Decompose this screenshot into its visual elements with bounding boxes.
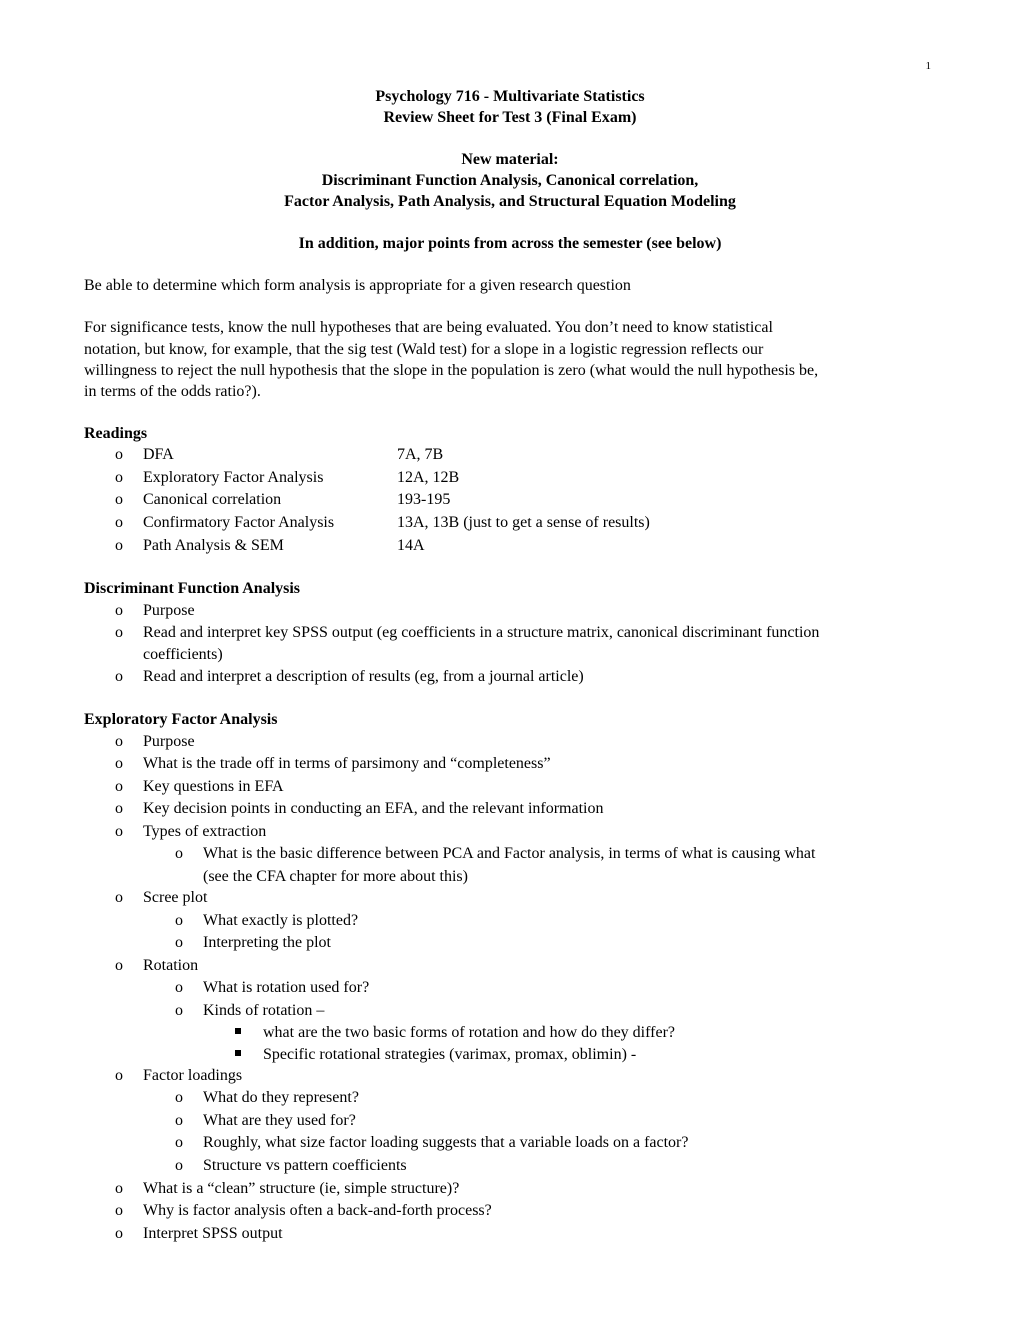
bullet-icon: o bbox=[115, 1202, 123, 1219]
bullet-icon: o bbox=[115, 491, 123, 508]
new-material-label: New material: bbox=[461, 151, 559, 168]
reading-topic: Exploratory Factor Analysis bbox=[143, 469, 324, 486]
bullet-icon: o bbox=[175, 1002, 183, 1019]
efa-heading: Exploratory Factor Analysis bbox=[84, 711, 278, 728]
bullet-icon: o bbox=[115, 1225, 123, 1242]
bullet-icon: o bbox=[115, 446, 123, 463]
intro-paragraph-2-line-3: willingness to reject the null hypothesis that the slope in the population is zero (what would the null hypothesis be, bbox=[84, 362, 819, 379]
bullet-icon: o bbox=[175, 912, 183, 929]
bullet-icon: o bbox=[115, 537, 123, 554]
course-title: Psychology 716 - Multivariate Statistics bbox=[375, 88, 645, 105]
reading-topic: DFA bbox=[143, 446, 174, 463]
reading-chapters: 193-195 bbox=[397, 491, 451, 508]
square-bullet-icon bbox=[235, 1050, 241, 1056]
efa-subitem: What is rotation used for? bbox=[203, 979, 370, 996]
intro-paragraph-2-line-1: For significance tests, know the null hypotheses that are being evaluated. You don’t need to know statistical bbox=[84, 319, 773, 336]
intro-paragraph-1: Be able to determine which form analysis is appropriate for a given research question bbox=[84, 277, 631, 294]
bullet-icon: o bbox=[115, 957, 123, 974]
bullet-icon: o bbox=[175, 845, 183, 862]
efa-item: Key decision points in conducting an EFA, and the relevant information bbox=[143, 800, 604, 817]
efa-item: Types of extraction bbox=[143, 823, 267, 840]
dfa-item: Purpose bbox=[143, 602, 195, 619]
intro-paragraph-2-line-2: notation, but know, for example, that the sig test (Wald test) for a slope in a logistic regression reflects our bbox=[84, 341, 764, 358]
reading-chapters: 7A, 7B bbox=[397, 446, 444, 463]
bullet-icon: o bbox=[175, 934, 183, 951]
efa-item: What is a “clean” structure (ie, simple structure)? bbox=[143, 1180, 460, 1197]
bullet-icon: o bbox=[115, 733, 123, 750]
bullet-icon: o bbox=[115, 778, 123, 795]
reading-topic: Path Analysis & SEM bbox=[143, 537, 284, 554]
efa-item: Scree plot bbox=[143, 889, 208, 906]
efa-subsubitem: Specific rotational strategies (varimax, promax, oblimin) - bbox=[263, 1046, 637, 1063]
bullet-icon: o bbox=[175, 1157, 183, 1174]
bullet-icon: o bbox=[115, 1067, 123, 1084]
dfa-item: Read and interpret key SPSS output (eg coefficients in a structure matrix, canonical discriminant function bbox=[143, 624, 820, 641]
reading-chapters: 12A, 12B bbox=[397, 469, 460, 486]
bullet-icon: o bbox=[175, 1112, 183, 1129]
bullet-icon: o bbox=[115, 823, 123, 840]
bullet-icon: o bbox=[175, 1134, 183, 1151]
efa-item: What is the trade off in terms of parsimony and “completeness” bbox=[143, 755, 551, 772]
efa-subitem: Kinds of rotation – bbox=[203, 1002, 325, 1019]
bullet-icon: o bbox=[115, 624, 123, 641]
dfa-item: Read and interpret a description of results (eg, from a journal article) bbox=[143, 668, 584, 685]
reading-chapters: 13A, 13B (just to get a sense of results) bbox=[397, 514, 650, 531]
bullet-icon: o bbox=[115, 889, 123, 906]
reading-topic: Canonical correlation bbox=[143, 491, 282, 508]
efa-item: Rotation bbox=[143, 957, 199, 974]
efa-subsubitem: what are the two basic forms of rotation and how do they differ? bbox=[263, 1024, 676, 1041]
reading-topic: Confirmatory Factor Analysis bbox=[143, 514, 335, 531]
dfa-heading: Discriminant Function Analysis bbox=[84, 580, 301, 597]
efa-subitem: Interpreting the plot bbox=[203, 934, 331, 951]
page-number: 1 bbox=[925, 60, 931, 72]
sheet-title: Review Sheet for Test 3 (Final Exam) bbox=[383, 109, 637, 126]
bullet-icon: o bbox=[175, 979, 183, 996]
efa-subitem: What are they used for? bbox=[203, 1112, 356, 1129]
efa-subitem: Structure vs pattern coefficients bbox=[203, 1157, 407, 1174]
bullet-icon: o bbox=[115, 1180, 123, 1197]
dfa-item-continued: coefficients) bbox=[143, 646, 223, 663]
bullet-icon: o bbox=[115, 469, 123, 486]
readings-heading: Readings bbox=[84, 425, 148, 442]
bullet-icon: o bbox=[115, 800, 123, 817]
intro-paragraph-2-line-4: in terms of the odds ratio?). bbox=[84, 383, 261, 400]
addition-note: In addition, major points from across the semester (see below) bbox=[298, 235, 722, 252]
square-bullet-icon bbox=[235, 1028, 241, 1034]
topics-line-2: Factor Analysis, Path Analysis, and Structural Equation Modeling bbox=[284, 193, 736, 210]
bullet-icon: o bbox=[115, 668, 123, 685]
efa-item: Factor loadings bbox=[143, 1067, 243, 1084]
efa-subitem: What exactly is plotted? bbox=[203, 912, 359, 929]
efa-subitem: Roughly, what size factor loading suggests that a variable loads on a factor? bbox=[203, 1134, 689, 1151]
efa-item: Key questions in EFA bbox=[143, 778, 284, 795]
bullet-icon: o bbox=[115, 514, 123, 531]
efa-subitem: What is the basic difference between PCA and Factor analysis, in terms of what is causing what bbox=[203, 845, 816, 862]
bullet-icon: o bbox=[115, 602, 123, 619]
topics-line-1: Discriminant Function Analysis, Canonical correlation, bbox=[321, 172, 699, 189]
reading-chapters: 14A bbox=[397, 537, 425, 554]
efa-subitem-continued: (see the CFA chapter for more about this) bbox=[203, 868, 468, 885]
efa-item: Why is factor analysis often a back-and-forth process? bbox=[143, 1202, 492, 1219]
efa-item: Interpret SPSS output bbox=[143, 1225, 283, 1242]
bullet-icon: o bbox=[175, 1089, 183, 1106]
bullet-icon: o bbox=[115, 755, 123, 772]
efa-subitem: What do they represent? bbox=[203, 1089, 359, 1106]
efa-item: Purpose bbox=[143, 733, 195, 750]
